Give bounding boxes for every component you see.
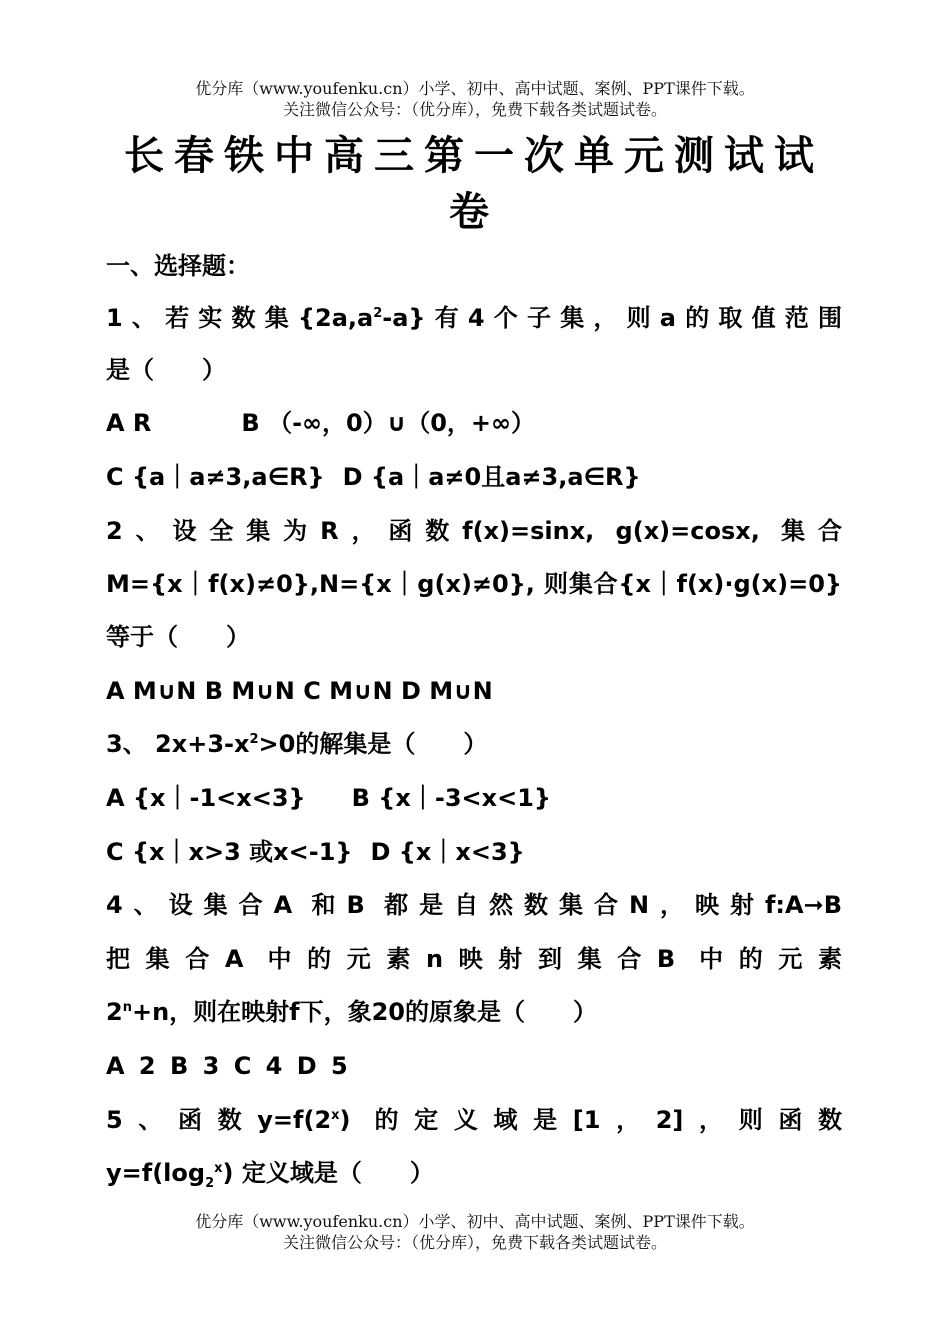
question-2-line-1: 2、设全集为R，函数f(x)=sinx, g(x)=cosx, 集合 — [106, 517, 842, 545]
header-banner — [0, 78, 950, 120]
question-2-options: A M∪N B M∪N C M∪N D M∪N — [106, 677, 493, 705]
question-3-options-cd — [106, 826, 842, 879]
question-1-line-1: 1、若实数集$\{2a,a^2-a\}$有4个子集，则a的取值范围 — [106, 304, 842, 332]
option-b: B （-∞，0）∪（0，+∞） — [241, 409, 536, 437]
question-4-line-2: 把集合A 中的元素n映射到集合B 中的元素 — [106, 945, 842, 973]
question-1-options-cd — [106, 451, 842, 504]
question-3-line-1: 3、 $2x+3-x^2>0$的解集是（ ） — [106, 730, 488, 758]
question-4-line-1: 4、设集合A 和B 都是自然数集合N，映射f:A➞B — [106, 891, 842, 919]
question-1-options-ab — [106, 397, 842, 450]
question-4-line-3: $2^n+n$，则在映射f下，象20的原象是（ ） — [106, 998, 598, 1026]
question-1-line-2: 是（ ） — [106, 356, 226, 384]
section-heading: 一、选择题： — [106, 252, 250, 280]
question-4-options: A 2 B 3 C 4 D 5 — [106, 1052, 348, 1080]
question-2-line-2: M={x｜f(x)≠0},N={x｜g(x)≠0}, 则集合{x｜f(x)·g(x)=0} — [106, 570, 842, 598]
option-a: A {x｜-1<x<3} — [106, 784, 306, 812]
option-b: B {x｜-3<x<1} — [351, 784, 551, 812]
footer-banner — [0, 1211, 950, 1253]
question-3-options-ab — [106, 772, 842, 825]
banner-line-2: 关注微信公众号：（优分库），免费下载各类试题试卷。 — [282, 100, 667, 119]
footer-line-1: 优分库（www.youfenku.cn）小学、初中、高中试题、案例、PPT课件下载。 — [195, 1212, 755, 1231]
option-a: A R — [106, 409, 152, 437]
option-d: D {a｜a≠0且a≠3,a∈R} — [342, 463, 641, 491]
option-c: C {x｜x>3 或x<-1} — [106, 838, 353, 866]
option-d: D {x｜x<3} — [370, 838, 525, 866]
footer-line-2: 关注微信公众号：（优分库），免费下载各类试题试卷。 — [282, 1233, 667, 1252]
question-5-line-2: $y=f(\log_2^x)$ 定义域是（ ） — [106, 1159, 434, 1191]
question-2-line-3: 等于（ ） — [106, 623, 250, 651]
question-5-line-1: 5、函数$y=f(2^x)$ 的定义域是[1，2]，则函数 — [106, 1106, 842, 1134]
banner-line-1: 优分库（www.youfenku.cn）小学、初中、高中试题、案例、PPT课件下载。 — [195, 79, 755, 98]
page-title: 长春铁中高三第一次单元测试试卷 — [124, 133, 824, 235]
option-c: C {a｜a≠3,a∈R} — [106, 463, 325, 491]
